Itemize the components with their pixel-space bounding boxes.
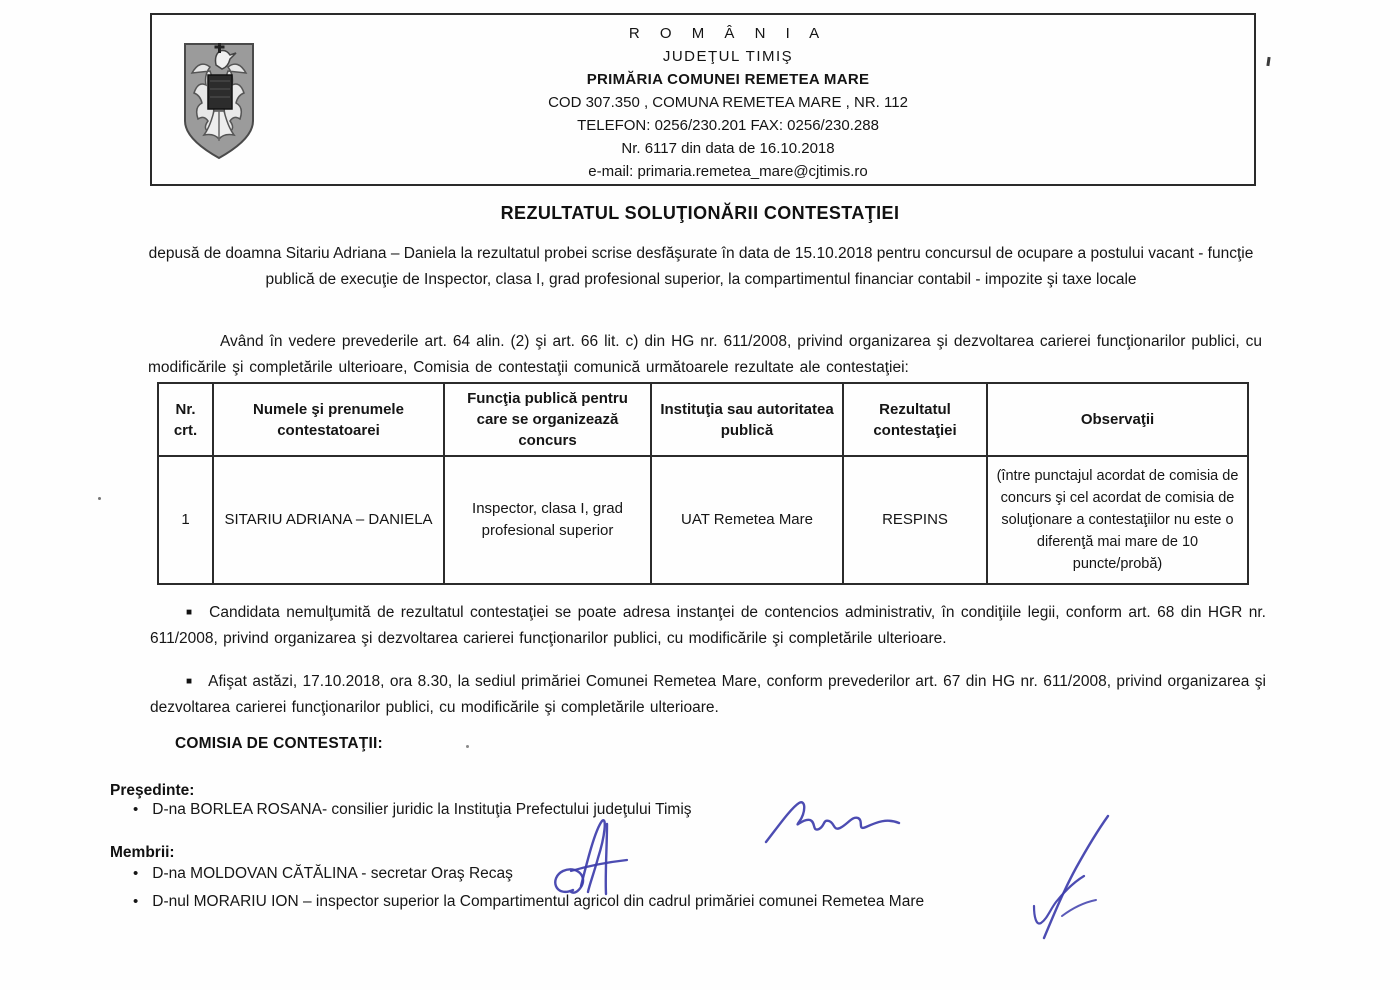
bullet-icon: • (133, 865, 139, 882)
col-header-nume: Numele şi prenumele contestatoarei (213, 383, 444, 456)
header-country: R O M Â N I A (628, 25, 828, 42)
president-label: Preşedinte: (110, 782, 195, 799)
cell-rezultatul: RESPINS (843, 456, 987, 584)
president-name: D-na BORLEA ROSANA- consilier juridic la Instituţia Prefectului judeţului Timiş (152, 801, 692, 818)
member-name: D-nul MORARIU ION – inspector superior la Compartimentul agricol din cadrul primăriei comunei Remetea Mare (152, 893, 925, 910)
square-bullet-icon: ■ (186, 676, 193, 687)
col-header-functia: Funcţia publică pentru care se organizează concurs (444, 383, 651, 456)
member-2-signature (1026, 810, 1124, 948)
col-header-institutia: Instituţia sau autoritatea publică (651, 383, 843, 456)
header-email: e-mail: primaria.remetea_mare@cjtimis.ro (588, 163, 868, 180)
document-title: REZULTATUL SOLUŢIONĂRII CONTESTAŢIEI (500, 203, 900, 223)
note-text: Candidata nemulţumită de rezultatul contestaţiei se poate adresa instanţei de contencios administrativ, în condiţiile legii, conform art. 68 din HGR nr. 611/2008, privind organizarea şi dezvoltarea carierei funcţionarilor publici, cu modificările şi completările ulterioare. (150, 604, 1266, 647)
col-header-observatii: Observaţii (987, 383, 1248, 456)
note-contencios (150, 600, 1266, 652)
cell-functia: Inspector, clasa I, grad profesional superior (444, 456, 651, 584)
square-bullet-icon: ■ (186, 607, 194, 618)
note-afisat (150, 669, 1266, 721)
col-header-nr-crt: Nr. crt. (158, 383, 213, 456)
member-name: D-na MOLDOVAN CĂTĂLINA - secretar Oraş Recaş (152, 865, 513, 882)
letterhead (150, 13, 1256, 186)
header-registration-number: Nr. 6117 din data de 16.10.2018 (621, 140, 835, 157)
members-label: Membrii: (110, 844, 175, 861)
commission-heading: COMISIA DE CONTESTAŢII: (175, 735, 383, 752)
col-header-rezultatul: Rezultatul contestaţiei (843, 383, 987, 456)
member-line (133, 893, 924, 911)
cell-nume: SITARIU ADRIANA – DANIELA (213, 456, 444, 584)
scan-artifact (466, 745, 469, 748)
table-header-row (158, 383, 1248, 456)
cell-observatii: (între punctajul acordat de comisia de concurs şi cel acordat de comisia de soluţionare a contestaţiilor nu este o diferenţă mai mare de 10 puncte/probă) (987, 456, 1248, 584)
header-address: COD 307.350 , COMUNA REMETEA MARE , NR. 112 (548, 94, 908, 111)
president-signature (763, 786, 903, 854)
note-text: Afişat astăzi, 17.10.2018, ora 8.30, la sediul primăriei Comunei Remetea Mare, conform prevederilor art. 67 din HG nr. 611/2008, privind organizarea şi dezvoltarea carierei funcţionarilor publici, cu modificările şi completările ulterioare. (150, 673, 1266, 716)
legal-basis-paragraph: Având în vedere prevederile art. 64 alin. (2) şi art. 66 lit. c) din HG nr. 611/2008, privind organizarea şi dezvoltarea carierei funcţionarilor publici, cu modificările şi completările ulterioare, Comisia de contestaţii comunică următoarele rezultate ale contestaţiei: (148, 333, 1262, 376)
cell-nr-crt: 1 (158, 456, 213, 584)
header-phone-fax: TELEFON: 0256/230.201 FAX: 0256/230.288 (577, 117, 879, 134)
table-row (158, 456, 1248, 584)
cell-institutia: UAT Remetea Mare (651, 456, 843, 584)
coat-of-arms-icon (180, 41, 258, 163)
header-county: JUDEŢUL TIMIŞ (662, 48, 794, 65)
bullet-icon: • (133, 893, 139, 910)
scan-artifact (1266, 57, 1270, 66)
member-line (133, 865, 513, 883)
contestation-results-table (157, 382, 1249, 585)
intro-paragraph: depusă de doamna Sitariu Adriana – Daniela la rezultatul probei scrise desfăşurate în data de 15.10.2018 pentru concursul de ocupare a postului vacant - funcţie publică de execuţie de Inspector, clasa I, grad profesional superior, la compartimentul financiar contabil - impozite şi taxe locale (148, 245, 1254, 288)
president-line (133, 801, 692, 819)
header-institution: PRIMĂRIA COMUNEI REMETEA MARE (586, 71, 870, 88)
scan-artifact (98, 497, 101, 500)
bullet-icon: • (133, 801, 139, 818)
